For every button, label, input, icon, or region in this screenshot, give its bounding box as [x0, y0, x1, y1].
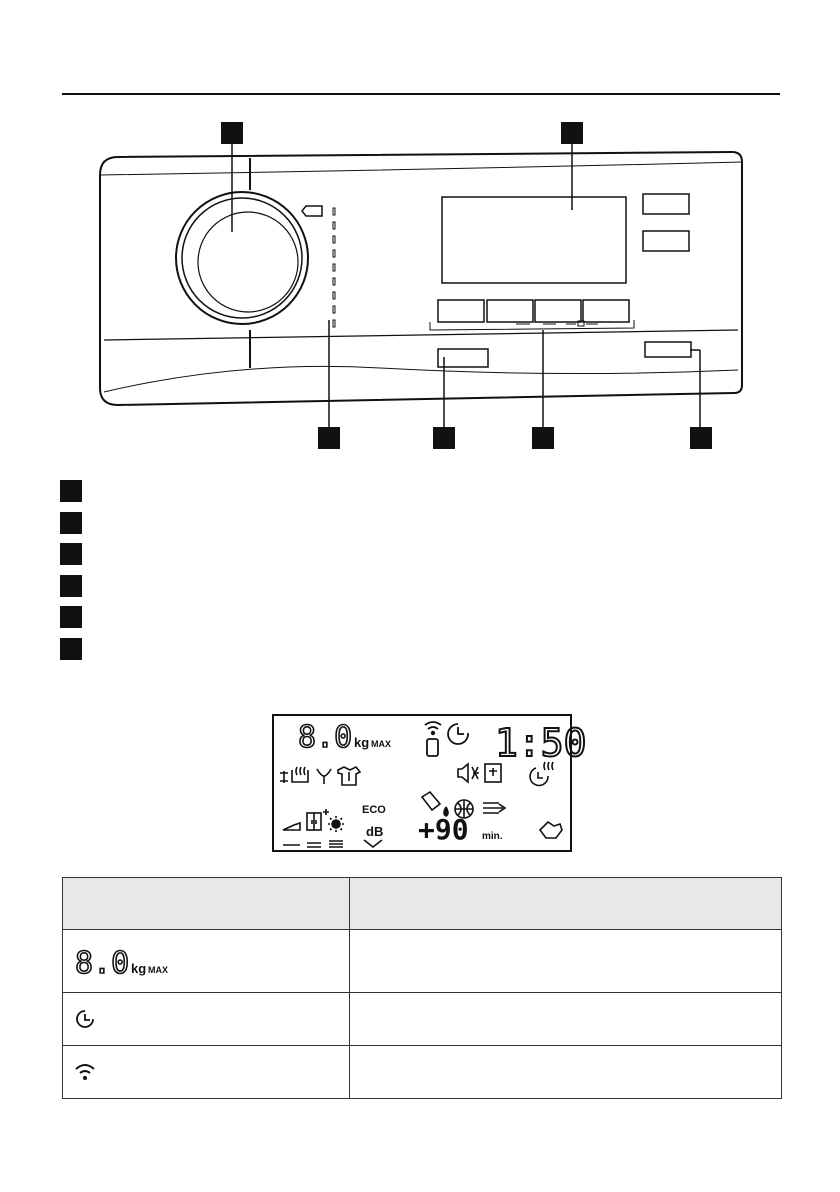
start-pause-button[interactable]: [645, 342, 691, 357]
display-weight-value: 8.0: [298, 720, 353, 755]
delay-timer-icon: [73, 1007, 97, 1031]
display-extra-time: +90: [418, 813, 469, 846]
option-button-top-right[interactable]: [643, 194, 689, 214]
on-off-button[interactable]: [438, 349, 488, 367]
table-row: [63, 930, 782, 993]
display-extra-time-unit: min.: [482, 831, 503, 842]
table-cell-description: [350, 1046, 782, 1099]
table-cell-description: [350, 930, 782, 993]
programme-indicators: [333, 208, 335, 327]
option-button-right[interactable]: [643, 231, 689, 251]
legend-marker-1: [60, 480, 82, 502]
callout-5: [532, 427, 554, 449]
legend-marker-3: [60, 543, 82, 565]
table-row: [63, 1046, 782, 1099]
table-header-description: [350, 878, 782, 930]
table-row: [63, 993, 782, 1046]
wifi-icon: [73, 1061, 97, 1083]
display-time-readout: 1:50: [495, 721, 587, 765]
callout-6: [690, 427, 712, 449]
svg-text:8.0: 8.0: [75, 946, 130, 981]
display-db-label: dB: [366, 824, 384, 839]
control-panel-illustration: [0, 100, 840, 460]
legend-marker-6: [60, 638, 82, 660]
legend-marker-2: [60, 512, 82, 534]
callout-4: [433, 427, 455, 449]
display-eco-label: ECO: [362, 804, 386, 816]
table-cell-symbol: [63, 1046, 350, 1099]
symbol-table: [62, 877, 782, 1099]
svg-text:kg: kg: [131, 961, 147, 976]
programme-knob[interactable]: [176, 192, 308, 324]
callout-3: [318, 427, 340, 449]
legend-marker-4: [60, 575, 82, 597]
callout-1: [221, 122, 243, 144]
weight-display-icon: [73, 943, 183, 979]
table-cell-description: [350, 993, 782, 1046]
top-rule: [62, 93, 780, 95]
option-buttons[interactable]: [438, 300, 629, 322]
panel-display: [442, 197, 626, 283]
table-header-symbol: [63, 878, 350, 930]
table-cell-symbol: [63, 993, 350, 1046]
callout-2: [561, 122, 583, 144]
display-weight-max: MAX: [371, 739, 391, 749]
display-weight-unit: kg: [354, 735, 370, 750]
display-illustration: [270, 712, 587, 856]
table-cell-symbol: [63, 930, 350, 993]
svg-text:MAX: MAX: [148, 965, 168, 975]
legend-marker-5: [60, 606, 82, 628]
